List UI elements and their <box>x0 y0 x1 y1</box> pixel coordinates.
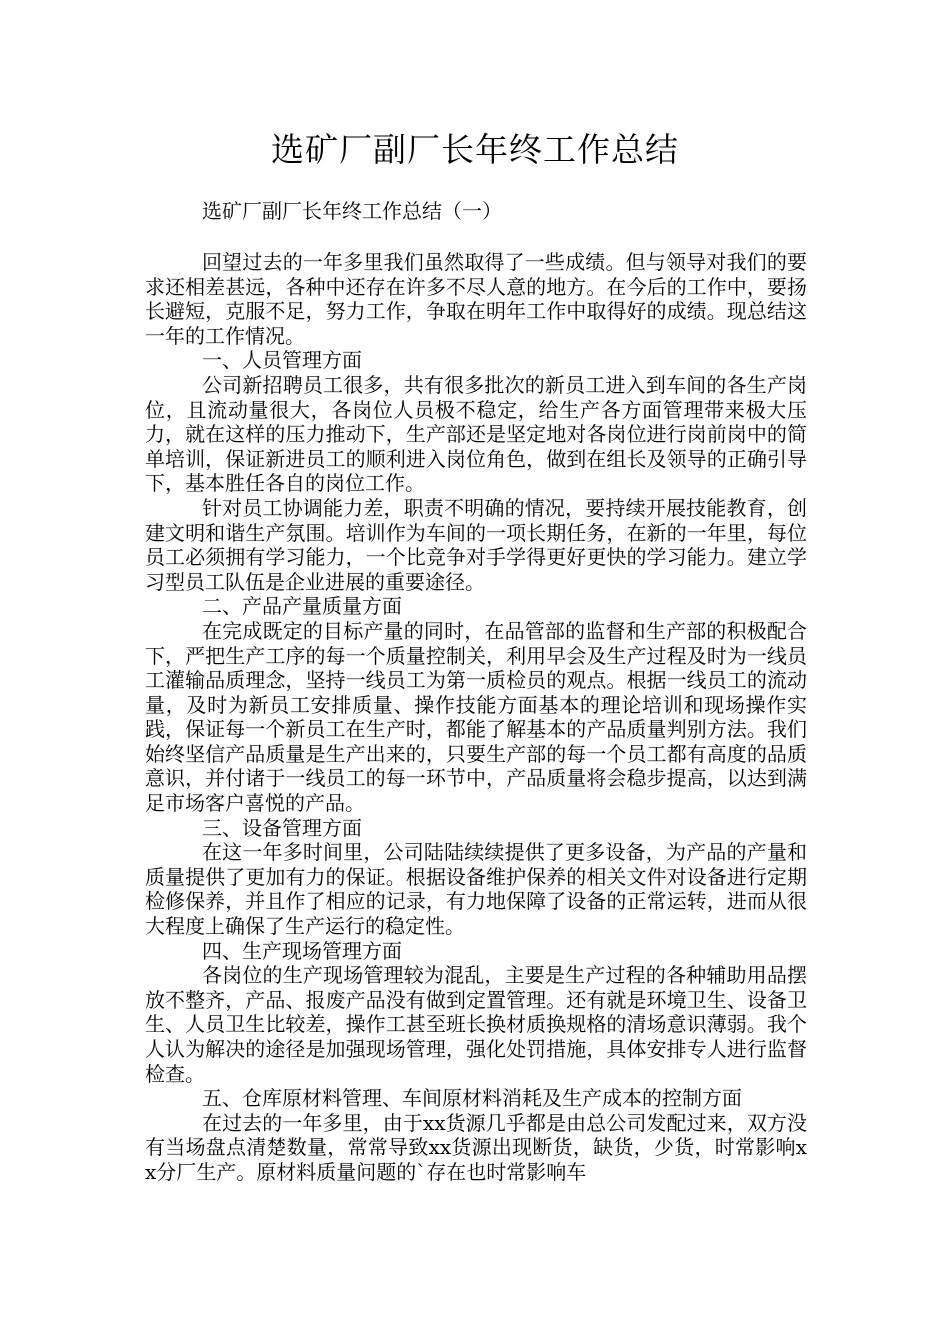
paragraph-warehouse: 在过去的一年多里，由于xx货源几乎都是由总公司发配过来，双方没有当场盘点清楚数量，常常导致xx货源出现断货，缺货，少货，时常影响xx分厂生产。原材料质量问题的`存在也时常影响车 <box>145 1110 807 1184</box>
paragraph-intro: 回望过去的一年多里我们虽然取得了一些成绩。但与领导对我们的要求还相差甚远，各种中还存在许多不尽人意的地方。在今后的工作中，要扬长避短，克服不足，努力工作，争取在明年工作中取得好的成绩。现总结这一年的工作情况。 <box>145 250 807 348</box>
paragraph-personnel-1: 公司新招聘员工很多，共有很多批次的新员工进入到车间的各生产岗位，且流动量很大，各岗位人员极不稳定，给生产各方面管理带来极大压力，就在这样的压力推动下，生产部还是坚定地对各岗位进行岗前岗中的简单培训，保证新进员工的顺利进入岗位角色，做到在组长及领导的正确引导下，基本胜任各自的岗位工作。 <box>145 372 807 496</box>
paragraph-quality: 在完成既定的目标产量的同时，在品管部的监督和生产部的积极配合下，严把生产工序的每一个质量控制关，利用早会及生产过程及时为一线员工灌输品质理念，坚持一线员工为第一质检员的观点。根据一线员工的流动量，及时为新员工安排质量、操作技能方面基本的理论培训和现场操作实践，保证每一个新员工在生产时，都能了解基本的产品质量判别方法。我们始终坚信产品质量是生产出来的，只要生产部的每一个员工都有高度的品质意识，并付诸于一线员工的每一环节中，产品质量将会稳步提高，以达到满足市场客户喜悦的产品。 <box>145 618 807 816</box>
section-heading-equipment: 三、设备管理方面 <box>202 815 362 840</box>
document-body <box>145 250 807 1185</box>
document-title: 选矿厂副厂长年终工作总结 <box>271 130 679 169</box>
section-heading-warehouse: 五、仓库原材料管理、车间原材料消耗及生产成本的控制方面 <box>202 1086 742 1111</box>
paragraph-site: 各岗位的生产现场管理较为混乱，主要是生产过程的各种辅助用品摆放不整齐，产品、报废产品没有做到定置管理。还有就是环境卫生、设备卫生、人员卫生比较差，操作工甚至班长换材质换规格的清场意识薄弱。我个人认为解决的途径是加强现场管理，强化处罚措施，具体安排专人进行监督检查。 <box>145 963 807 1086</box>
section-heading-quality: 二、产品产量质量方面 <box>202 594 402 619</box>
section-heading-site: 四、生产现场管理方面 <box>202 938 402 963</box>
document-subtitle: 选矿厂副厂长年终工作总结（一） <box>202 199 502 223</box>
paragraph-equipment: 在这一年多时间里，公司陆陆续续提供了更多设备，为产品的产量和质量提供了更加有力的保证。根据设备维护保养的相关文件对设备进行定期检修保养，并且作了相应的记录，有力地保障了设备的正常运转，进而从很大程度上确保了生产运行的稳定性。 <box>145 840 807 939</box>
section-heading-personnel: 一、人员管理方面 <box>202 348 362 373</box>
paragraph-personnel-2: 针对员工协调能力差，职责不明确的情况，要持续开展技能教育，创建文明和谐生产氛围。培训作为车间的一项长期任务，在新的一年里，每位员工必须拥有学习能力，一个比竞争对手学得更好更快的学习能力。建立学习型员工队伍是企业进展的重要途径。 <box>145 495 807 594</box>
